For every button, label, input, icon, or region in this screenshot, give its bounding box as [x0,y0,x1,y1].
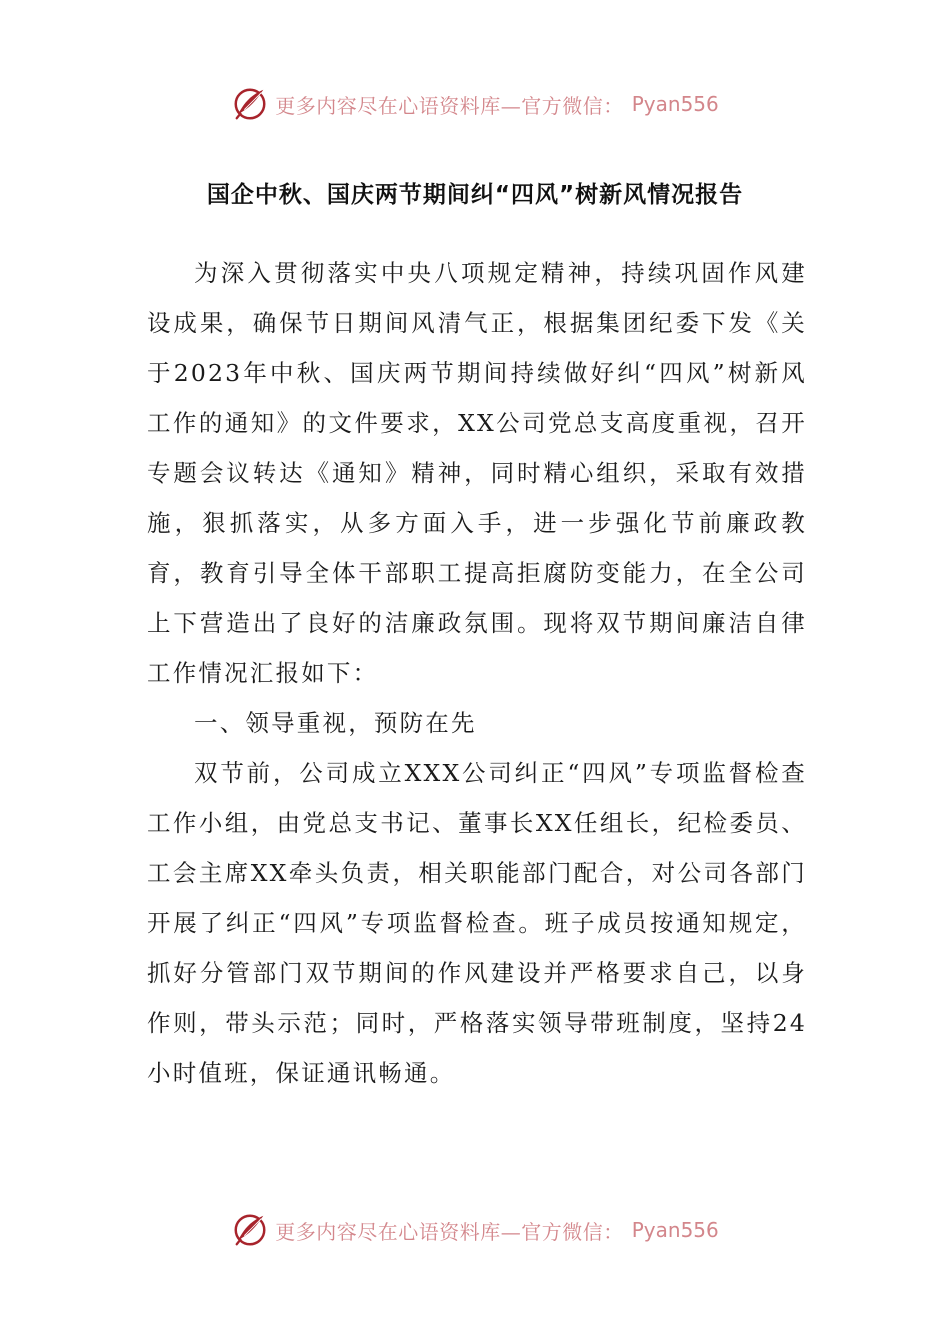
pen-logo-icon [231,85,269,123]
pen-logo-icon [231,1211,269,1249]
document-title: 国企中秋、国庆两节期间纠“四风”树新风情况报告 [206,182,744,208]
document-body [147,248,807,1098]
intro-paragraph: 为深入贯彻落实中央八项规定精神，持续巩固作风建设成果，确保节日期间风清气正，根据集团纪委下发《关于2023年中秋、国庆两节期间持续做好纠“四风”树新风工作的通知》的文件要求，XX公司党总支高度重视，召开专题会议转达《通知》精神，同时精心组织，采取有效措施，狠抓落实，从多方面入手，进一步强化节前廉政教育，教育引导全体干部职工提高拒腐防变能力，在全公司上下营造出了良好的洁廉政氛围。现将双节期间廉洁自律工作情况汇报如下： [147,259,807,687]
watermark-text: 更多内容尽在心语资料库—官方微信： [275,1219,624,1244]
footer-watermark-banner [0,1208,950,1252]
watermark-text: 更多内容尽在心语资料库—官方微信： [275,93,624,118]
header-watermark-banner [0,82,950,126]
watermark-wechat-id: Pyan556 [631,92,719,116]
section-heading: 一、领导重视，预防在先 [194,709,477,737]
section-paragraph: 双节前，公司成立XXX公司纠正“四风”专项监督检查工作小组，由党总支书记、董事长XX任组长，纪检委员、工会主席XX牵头负责，相关职能部门配合，对公司各部门开展了纠正“四风”专项监督检查。班子成员按通知规定，抓好分管部门双节期间的作风建设并严格要求自己，以身作则，带头示范；同时，严格落实领导带班制度，坚持24小时值班，保证通讯畅通。 [147,759,807,1087]
watermark-wechat-id: Pyan556 [631,1218,719,1242]
